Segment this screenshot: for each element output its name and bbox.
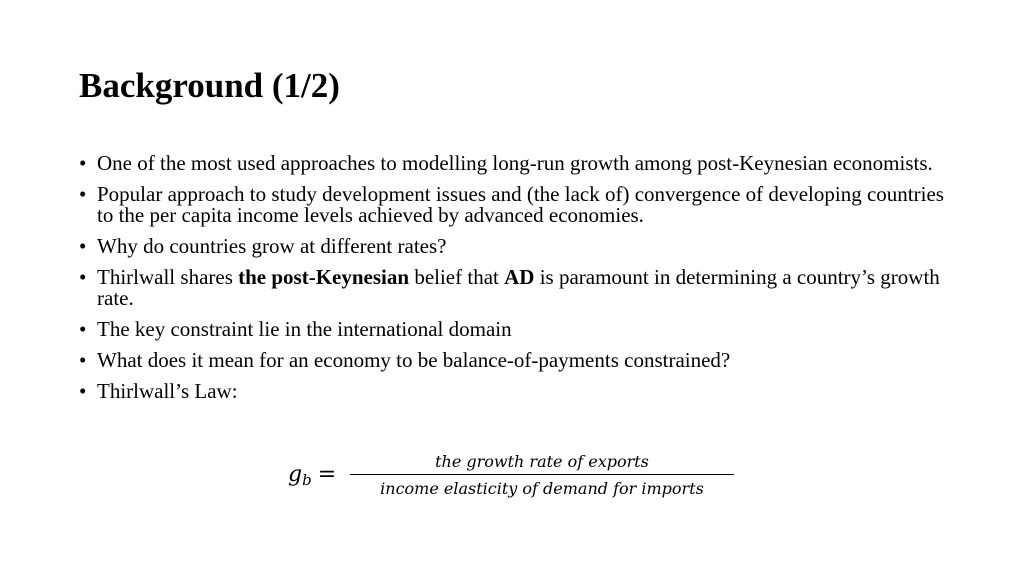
bullet-marker: • (79, 182, 87, 206)
bullet-marker: • (79, 379, 87, 403)
bullet-text-pre: Thirlwall shares (97, 265, 239, 289)
slide-title: Background (1/2) (79, 66, 340, 105)
bullet-marker: • (79, 348, 87, 372)
formula-equals: = (317, 462, 337, 487)
bullet-item-5 (79, 319, 959, 340)
bullet-item-7 (79, 381, 959, 402)
bullet-marker: • (79, 151, 87, 175)
bullet-text: Thirlwall’s Law: (97, 379, 238, 403)
bullet-list (79, 153, 959, 412)
bullet-marker: • (79, 265, 87, 289)
bullet-bold-ad: AD (504, 265, 535, 289)
bullet-text: The key constraint lie in the international domain (97, 317, 512, 341)
fraction-bar (350, 474, 734, 475)
bullet-bold-post-keynesian: the post-Keynesian (238, 265, 410, 289)
bullet-item-2 (79, 184, 959, 226)
bullet-text-mid: belief that (409, 265, 505, 289)
bullet-text: One of the most used approaches to modelling long-run growth among post-Keynesian economists. (97, 151, 933, 175)
bullet-text-post: is paramount in determining a country’s growth rate. (97, 265, 940, 310)
bullet-item-1 (79, 153, 959, 174)
formula-numerator: the growth rate of exports (435, 452, 649, 471)
bullet-text: Why do countries grow at different rates? (97, 234, 447, 258)
bullet-text: What does it mean for an economy to be balance-of-payments constrained? (97, 348, 731, 372)
formula-subscript: b (302, 471, 312, 489)
thirlwall-law-formula (288, 452, 738, 502)
bullet-text: Popular approach to study development issues and (the lack of) convergence of developing countries to the per capita income levels achieved by advanced economies. (97, 182, 944, 227)
formula-symbol: g (288, 462, 303, 487)
formula-lhs (288, 462, 336, 493)
formula-denominator: income elasticity of demand for imports (380, 479, 704, 498)
bullet-marker: • (79, 317, 87, 341)
bullet-item-3 (79, 236, 959, 257)
bullet-item-6 (79, 350, 959, 371)
formula-fraction (350, 452, 734, 499)
bullet-marker: • (79, 234, 87, 258)
bullet-item-4 (79, 267, 959, 309)
